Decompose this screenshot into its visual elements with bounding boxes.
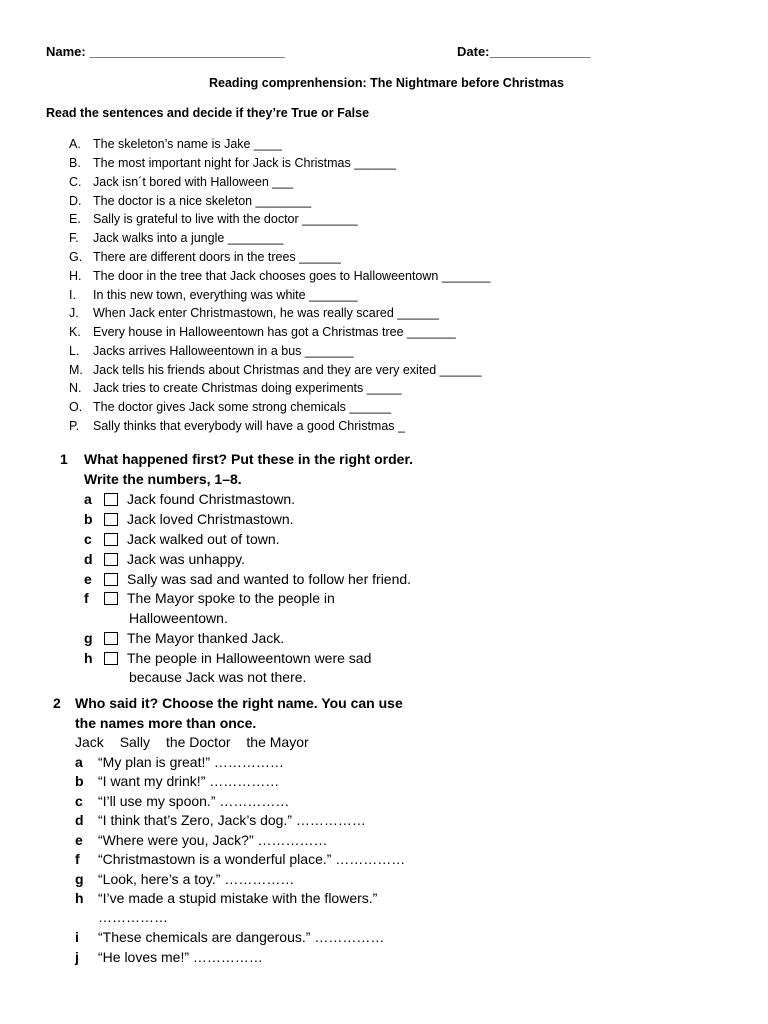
list-item — [69, 137, 282, 151]
page-title: Reading comprenhension: The Nightmare before Christmas — [209, 76, 564, 90]
list-item — [69, 306, 439, 320]
name-field-label: Name: ___________________________ — [46, 44, 285, 59]
item-text: “I think that’s Zero, Jack’s dog.” …………… — [98, 812, 366, 828]
list-item — [75, 949, 263, 965]
item-text: The people in Halloweentown were sad — [127, 650, 372, 666]
item-letter: f — [75, 851, 80, 867]
character-name: Sally — [119, 734, 151, 750]
list-item — [84, 511, 294, 527]
list-item — [69, 419, 405, 433]
item-text: When Jack enter Christmastown, he was really scared ______ — [93, 306, 439, 320]
item-letter: g — [84, 630, 93, 646]
list-item — [84, 630, 284, 646]
list-item — [69, 363, 481, 377]
list-item — [69, 325, 456, 339]
list-item — [69, 400, 391, 414]
list-item — [75, 754, 284, 770]
order-checkbox[interactable] — [104, 553, 118, 566]
list-item — [84, 531, 280, 547]
item-letter: a — [84, 491, 92, 507]
list-item — [75, 812, 366, 828]
item-text: Jack was unhappy. — [127, 551, 246, 567]
item-text: Jack walked out of town. — [127, 531, 280, 547]
section-question: Write the numbers, 1–8. — [84, 471, 242, 487]
item-letter: c — [75, 793, 83, 809]
item-text: Sally is grateful to live with the doctor ________ — [93, 212, 358, 226]
item-letter: F. — [69, 231, 79, 245]
order-checkbox[interactable] — [104, 573, 118, 586]
order-checkbox[interactable] — [104, 632, 118, 645]
list-item — [75, 929, 384, 945]
item-letter: b — [84, 511, 93, 527]
item-text: “He loves me!” …………… — [98, 949, 263, 965]
item-letter: O. — [69, 400, 83, 414]
item-letter: C. — [69, 175, 82, 189]
list-item — [69, 250, 341, 264]
character-names — [75, 734, 321, 750]
item-letter: d — [75, 812, 84, 828]
item-text: The door in the tree that Jack chooses goes to Halloweentown _______ — [93, 269, 491, 283]
item-letter: b — [75, 773, 84, 789]
item-letter: i — [75, 929, 79, 945]
section-number: 1 — [60, 451, 68, 467]
item-letter: h — [84, 650, 93, 666]
item-letter: L. — [69, 344, 80, 358]
order-checkbox[interactable] — [104, 493, 118, 506]
item-letter: D. — [69, 194, 82, 208]
item-letter: G. — [69, 250, 83, 264]
item-letter: j — [75, 949, 79, 965]
character-name: the Doctor — [165, 734, 231, 750]
order-checkbox[interactable] — [104, 533, 118, 546]
item-text: Jack walks into a jungle ________ — [93, 231, 284, 245]
list-item — [69, 194, 311, 208]
item-text: Sally was sad and wanted to follow her friend. — [127, 571, 412, 587]
item-letter: I. — [69, 288, 76, 302]
item-letter: M. — [69, 363, 83, 377]
item-letter: B. — [69, 156, 81, 170]
item-text: “I’ve made a stupid mistake with the flowers.” — [98, 890, 378, 906]
item-text: The doctor is a nice skeleton ________ — [93, 194, 312, 208]
item-text-continued: …………… — [98, 909, 168, 925]
item-text-continued: Halloweentown. — [129, 610, 228, 626]
item-text: Jacks arrives Halloweentown in a bus _______ — [93, 344, 354, 358]
list-item — [84, 571, 411, 587]
list-item — [69, 212, 358, 226]
item-text: Jack tells his friends about Christmas and they are very exited ______ — [93, 363, 482, 377]
item-text: Jack found Christmastown. — [127, 491, 296, 507]
list-item — [69, 156, 396, 170]
item-text: “Look, here’s a toy.” …………… — [98, 871, 295, 887]
section-question: the names more than once. — [75, 715, 257, 731]
list-item — [75, 773, 279, 789]
item-letter: g — [75, 871, 84, 887]
item-letter: e — [84, 571, 92, 587]
item-text: The doctor gives Jack some strong chemicals ______ — [93, 400, 392, 414]
item-letter: N. — [69, 381, 82, 395]
item-letter: c — [84, 531, 92, 547]
item-letter: f — [84, 590, 89, 606]
list-item — [75, 851, 405, 867]
section-question: Who said it? Choose the right name. You can use — [75, 695, 403, 711]
list-item — [69, 288, 358, 302]
item-text: “My plan is great!” …………… — [98, 754, 284, 770]
item-letter: d — [84, 551, 93, 567]
item-letter: E. — [69, 212, 81, 226]
list-item — [69, 269, 490, 283]
item-text: “I’ll use my spoon.” …………… — [98, 793, 290, 809]
item-letter: e — [75, 832, 83, 848]
item-text: The most important night for Jack is Christmas ______ — [93, 156, 396, 170]
item-text: “Christmastown is a wonderful place.” …………… — [98, 851, 406, 867]
item-letter: P. — [69, 419, 80, 433]
list-item — [84, 491, 295, 507]
date-field-label: Date:______________ — [457, 44, 591, 59]
list-item — [75, 793, 289, 809]
list-item — [84, 590, 335, 606]
item-text: Sally thinks that everybody will have a good Christmas _ — [93, 419, 405, 433]
order-checkbox[interactable] — [104, 592, 118, 605]
list-item — [69, 344, 354, 358]
item-text: “I want my drink!” …………… — [98, 773, 280, 789]
item-text: The skeleton’s name is Jake ____ — [93, 137, 282, 151]
item-text: “Where were you, Jack?” …………… — [98, 832, 328, 848]
item-letter: K. — [69, 325, 81, 339]
character-name: Jack — [75, 734, 104, 750]
item-text: The Mayor thanked Jack. — [127, 630, 285, 646]
list-item — [69, 381, 401, 395]
item-letter: a — [75, 754, 83, 770]
list-item — [84, 551, 245, 567]
list-item — [75, 890, 377, 906]
list-item — [84, 650, 371, 666]
item-text: In this new town, everything was white _______ — [93, 288, 358, 302]
item-letter: H. — [69, 269, 82, 283]
list-item — [75, 832, 328, 848]
section-question: What happened first? Put these in the right order. — [84, 451, 414, 467]
item-text: There are different doors in the trees ______ — [93, 250, 341, 264]
item-text: “These chemicals are dangerous.” …………… — [98, 929, 385, 945]
order-checkbox[interactable] — [104, 652, 118, 665]
list-item — [75, 871, 294, 887]
section-number: 2 — [53, 695, 61, 711]
tf-instruction: Read the sentences and decide if they’re True or False — [46, 106, 370, 120]
item-text: Jack tries to create Christmas doing experiments _____ — [93, 381, 402, 395]
item-letter: A. — [69, 137, 81, 151]
list-item — [69, 231, 283, 245]
item-text: Jack loved Christmastown. — [127, 511, 294, 527]
item-text: The Mayor spoke to the people in — [127, 590, 335, 606]
character-name: the Mayor — [246, 734, 309, 750]
item-text-continued: because Jack was not there. — [129, 669, 307, 685]
item-letter: h — [75, 890, 84, 906]
order-checkbox[interactable] — [104, 513, 118, 526]
item-text: Jack isn´t bored with Halloween ___ — [93, 175, 294, 189]
item-text: Every house in Halloweentown has got a Christmas tree _______ — [93, 325, 456, 339]
list-item — [69, 175, 293, 189]
item-letter: J. — [69, 306, 79, 320]
